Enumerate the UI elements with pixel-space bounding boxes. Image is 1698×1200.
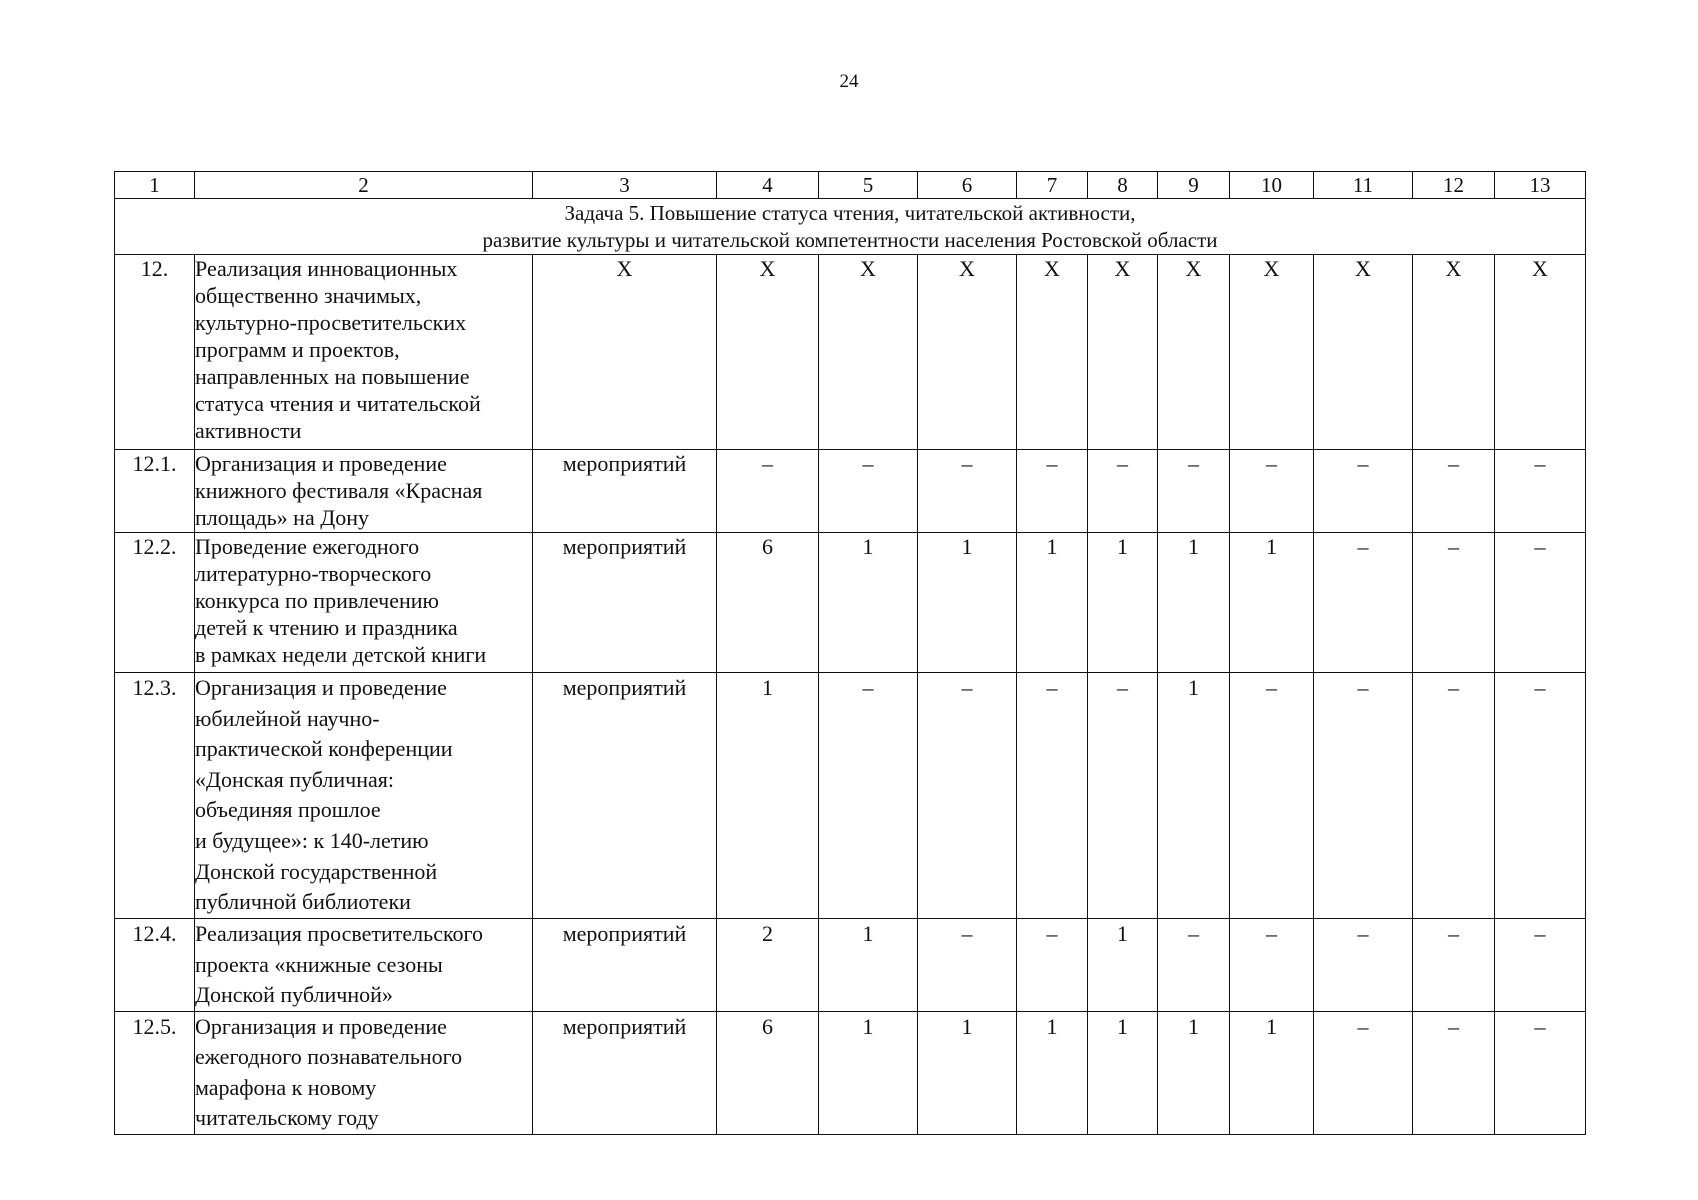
row-value: 6 [717, 533, 819, 673]
table-row [115, 450, 1586, 533]
row-value: – [1495, 533, 1586, 673]
row-value: – [1230, 673, 1314, 919]
row-value: – [1495, 450, 1586, 533]
page-number: 24 [839, 71, 859, 92]
row-value: X [1495, 255, 1586, 450]
row-value: 2 [717, 919, 819, 1012]
row-value: – [1413, 1011, 1495, 1134]
row-name-line: направленных на повышение [195, 364, 470, 389]
row-value: – [819, 450, 918, 533]
row-value: – [1088, 450, 1158, 533]
column-number-cell: 6 [918, 172, 1017, 199]
table-row [115, 673, 1586, 919]
row-name-line: книжного фестиваля «Красная [195, 478, 483, 503]
column-number-cell: 11 [1314, 172, 1413, 199]
column-number-cell: 13 [1495, 172, 1586, 199]
column-number-cell: 9 [1158, 172, 1230, 199]
row-number: 12.2. [115, 533, 195, 673]
program-table [114, 171, 1586, 1135]
row-value: 1 [1088, 919, 1158, 1012]
task-title [115, 199, 1586, 255]
row-name-line: ежегодного познавательного [195, 1044, 463, 1069]
row-value: – [1017, 673, 1088, 919]
column-number-cell: 5 [819, 172, 918, 199]
row-value: – [1314, 919, 1413, 1012]
row-value: 1 [918, 533, 1017, 673]
row-value: X [1017, 255, 1088, 450]
row-name [195, 919, 533, 1012]
row-value: – [1413, 919, 1495, 1012]
row-value: 1 [918, 1011, 1017, 1134]
row-name-line: общественно значимых, [195, 283, 422, 308]
row-name-line: Реализация просветительского [195, 921, 484, 946]
row-name [195, 450, 533, 533]
row-name-line: программ и проектов, [195, 337, 400, 362]
row-name-line: активности [195, 418, 302, 443]
row-value: X [918, 255, 1017, 450]
row-name [195, 533, 533, 673]
row-value: – [1158, 450, 1230, 533]
row-value: 1 [1158, 1011, 1230, 1134]
column-number-cell: 7 [1017, 172, 1088, 199]
task-title-line: Задача 5. Повышение статуса чтения, читательской активности, [564, 200, 1136, 225]
row-value: 1 [819, 533, 918, 673]
task-title-line: развитие культуры и читательской компетентности населения Ростовской области [482, 227, 1218, 252]
row-name-line: юбилейной научно- [195, 705, 380, 731]
row-value: – [1230, 450, 1314, 533]
row-value: – [918, 919, 1017, 1012]
row-value: – [1314, 673, 1413, 919]
row-value: – [819, 673, 918, 919]
column-number-cell: 3 [533, 172, 717, 199]
row-name-line: Организация и проведение [195, 675, 447, 700]
row-number: 12.3. [115, 673, 195, 919]
row-name-line: публичной библиотеки [195, 889, 411, 915]
row-value: 1 [1088, 1011, 1158, 1134]
row-value: X [1088, 255, 1158, 450]
row-number: 12. [115, 255, 195, 450]
row-value: X [1230, 255, 1314, 450]
row-value: X [819, 255, 918, 450]
row-value: – [1088, 673, 1158, 919]
row-number: 12.1. [115, 450, 195, 533]
row-value: X [1413, 255, 1495, 450]
row-value: – [918, 450, 1017, 533]
row-value: 1 [819, 1011, 918, 1134]
row-value: X [1158, 255, 1230, 450]
column-number-row [115, 172, 1586, 199]
table-row [115, 1011, 1586, 1134]
row-name-line: в рамках недели детской книги [195, 642, 487, 667]
row-value: X [1314, 255, 1413, 450]
column-number-cell: 8 [1088, 172, 1158, 199]
row-name-line: объединяя прошлое [195, 797, 381, 823]
column-number-cell: 12 [1413, 172, 1495, 199]
task-title-row [115, 199, 1586, 255]
row-value: 1 [1230, 533, 1314, 673]
row-unit: мероприятий [533, 533, 717, 673]
row-value: – [1413, 673, 1495, 919]
row-value: 1 [1017, 1011, 1088, 1134]
row-value: – [1495, 1011, 1586, 1134]
row-number: 12.4. [115, 919, 195, 1012]
row-value: – [1495, 919, 1586, 1012]
table-row [115, 919, 1586, 1012]
column-number-cell: 10 [1230, 172, 1314, 199]
row-value: – [1314, 533, 1413, 673]
row-value: 1 [717, 673, 819, 919]
row-name-line: Проведение ежегодного [195, 534, 420, 559]
row-value: – [1495, 673, 1586, 919]
row-name-line: конкурса по привлечению [195, 588, 439, 613]
row-value: – [1413, 533, 1495, 673]
row-name-line: площадь» на Дону [195, 505, 370, 530]
row-name-line: Организация и проведение [195, 451, 447, 476]
column-number-cell: 1 [115, 172, 195, 199]
table-row [115, 255, 1586, 450]
row-number: 12.5. [115, 1011, 195, 1134]
row-value: – [1413, 450, 1495, 533]
row-value: – [1158, 919, 1230, 1012]
row-name-line: «Донская публичная: [195, 766, 394, 792]
row-value: 1 [1158, 673, 1230, 919]
row-value: – [1017, 919, 1088, 1012]
row-value: 1 [819, 919, 918, 1012]
row-name-line: и будущее»: к 140-летию [195, 827, 429, 853]
row-value: – [1017, 450, 1088, 533]
row-unit: мероприятий [533, 919, 717, 1012]
row-name-line: марафона к новому [195, 1074, 377, 1100]
row-value: – [918, 673, 1017, 919]
table-row [115, 533, 1586, 673]
column-number-cell: 4 [717, 172, 819, 199]
row-unit: мероприятий [533, 1011, 717, 1134]
row-name [195, 1011, 533, 1134]
row-name-line: культурно-просветительских [195, 310, 467, 335]
row-value: – [717, 450, 819, 533]
column-number-cell: 2 [195, 172, 533, 199]
row-name-line: проекта «книжные сезоны [195, 951, 443, 977]
row-name-line: читательскому году [195, 1105, 379, 1130]
row-unit: мероприятий [533, 673, 717, 919]
row-unit: мероприятий [533, 450, 717, 533]
row-name [195, 255, 533, 450]
row-name-line: детей к чтению и праздника [195, 615, 458, 640]
row-value: X [717, 255, 819, 450]
row-value: 1 [1088, 533, 1158, 673]
row-name-line: Донской государственной [195, 858, 438, 884]
row-value: 1 [1017, 533, 1088, 673]
row-value: – [1314, 450, 1413, 533]
row-name-line: литературно-творческого [195, 561, 432, 586]
row-value: 1 [1158, 533, 1230, 673]
row-name-line: практической конференции [195, 736, 453, 762]
row-name-line: Реализация инновационных [195, 256, 458, 281]
row-value: – [1230, 919, 1314, 1012]
row-value: 6 [717, 1011, 819, 1134]
row-unit: X [533, 255, 717, 450]
row-value: 1 [1230, 1011, 1314, 1134]
row-name-line: Организация и проведение [195, 1013, 447, 1039]
row-name [195, 673, 533, 919]
row-name-line: Донской публичной» [195, 982, 393, 1007]
row-value: – [1314, 1011, 1413, 1134]
row-name-line: статуса чтения и читательской [195, 391, 481, 416]
